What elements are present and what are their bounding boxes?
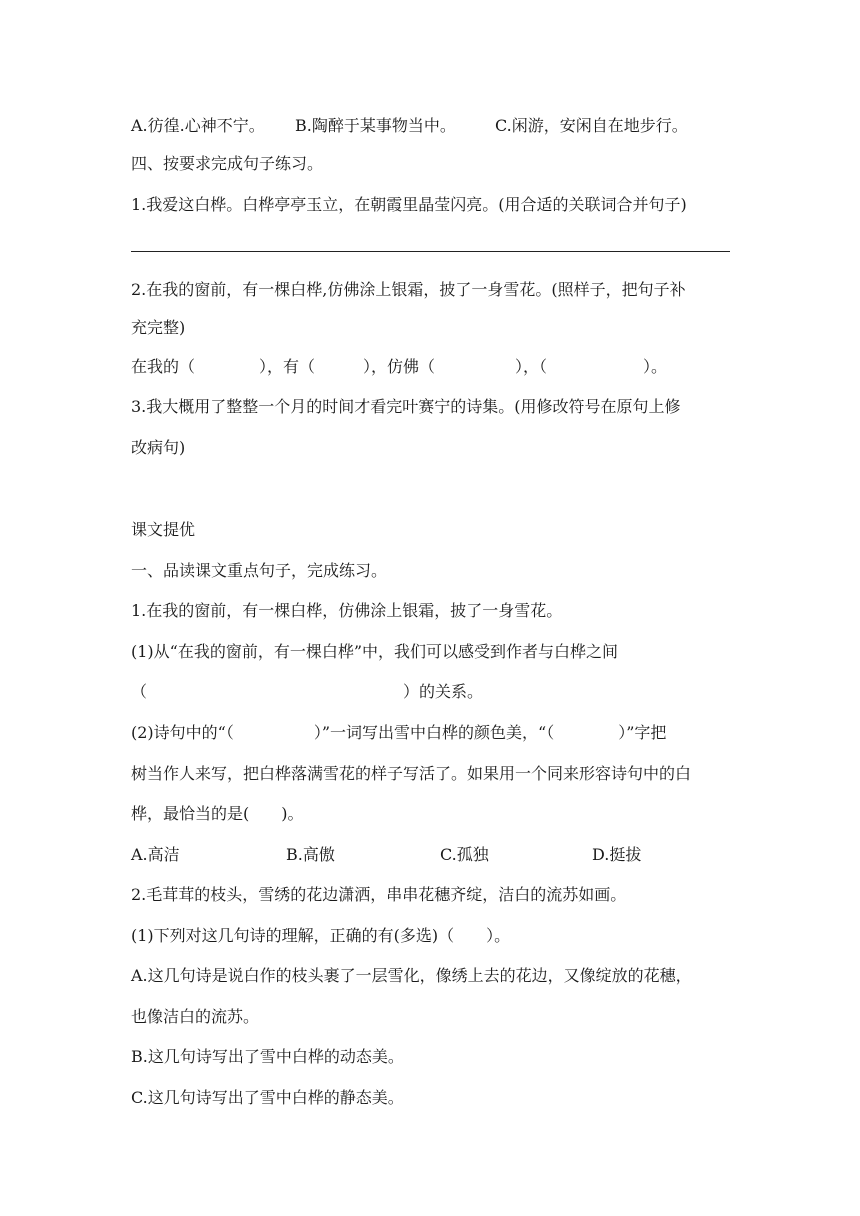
option-b: B.高傲	[286, 845, 335, 864]
passage-2-option-a-line-1: A.这几句诗是说白作的枝头裹了一层雪化，像绣上去的花边，又像绽放的花穗，	[131, 966, 692, 985]
question-2-fill-blanks: 在我的（ ），有（ ），仿佛（ ），（ ）。	[131, 357, 668, 376]
passage-1-sub-2-line-1: (2)诗句中的“（ ）”一词写出雪中白桦的颜色美，“（ ）”字把	[131, 723, 667, 742]
passage-1-sub-2-line-3: 桦，最恰当的是( )。	[131, 804, 304, 823]
passage-1-sub-1-line-2: （ ）的关系。	[131, 682, 484, 701]
question-3-line-1: 3.我大概用了整整一个月的时间才看完叶赛宁的诗集。(用修改符号在原句上修	[131, 397, 681, 416]
passage-2-option-c: C.这几句诗写出了雪中白桦的静态美。	[131, 1088, 404, 1107]
question-3-line-2: 改病句)	[131, 438, 186, 457]
passage-2: 2.毛茸茸的枝头，雪绣的花边潇洒，串串花穗齐绽，洁白的流苏如画。	[131, 885, 627, 904]
passage-1-sub-2-line-2: 树当作人来写，把白桦落满雪花的样子写活了。如果用一个同来形容诗句中的白	[131, 764, 692, 783]
option-a: A.高洁	[131, 845, 180, 864]
section-4-title: 四、按要求完成句子练习。	[131, 154, 324, 173]
answer-line	[131, 251, 730, 252]
passage-2-sub-1: (1)下列对这几句诗的理解，正确的有(多选)（ ）。	[131, 926, 511, 945]
option-c: C.孤独	[440, 845, 489, 864]
option-b: B.陶醉于某事物当中。	[295, 116, 456, 135]
section-1-title: 一、品读课文重点句子，完成练习。	[131, 561, 388, 580]
option-c: C.闲游，安闲自在地步行。	[495, 116, 688, 135]
passage-1-sub-1-line-1: (1)从“在我的窗前，有一棵白桦”中，我们可以感受到作者与白桦之间	[131, 642, 619, 661]
option-d: D.挺拔	[592, 845, 642, 864]
question-2-line-2: 充完整)	[131, 318, 186, 337]
section-heading: 课文提优	[131, 520, 196, 539]
question-1: 1.我爱这白桦。白桦亭亭玉立，在朝霞里晶莹闪亮。(用合适的关联词合并句子)	[131, 195, 687, 214]
passage-2-option-a-line-2: 也像洁白的流苏。	[131, 1007, 260, 1026]
question-2-line-1: 2.在我的窗前，有一棵白桦,仿佛涂上银霜，披了一身雪花。(照样子，把句子补	[131, 280, 686, 299]
passage-2-option-b: B.这几句诗写出了雪中白桦的动态美。	[131, 1047, 404, 1066]
passage-1: 1.在我的窗前，有一棵白桦，仿佛涂上银霜，披了一身雪花。	[131, 601, 563, 620]
option-a: A.彷徨.心神不宁。	[131, 116, 265, 135]
